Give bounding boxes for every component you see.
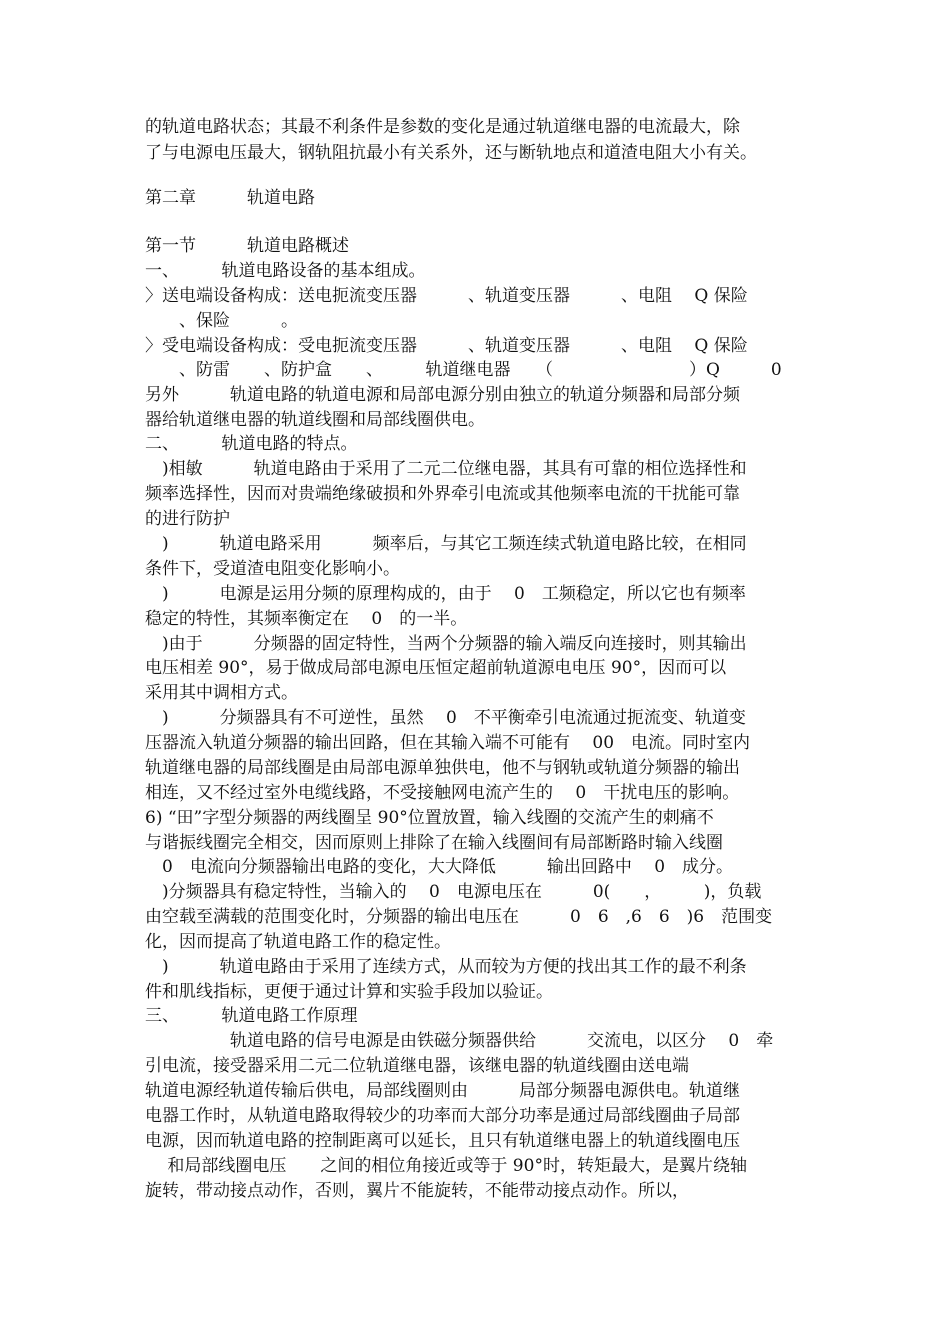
paragraph-line: 轨道电路的信号电源是由铁磁分频器供给 交流电，以区分 0 牵 <box>145 1031 774 1051</box>
paragraph-line: 的进行防护 <box>145 509 230 529</box>
subsection-heading: 二、 轨道电路的特点。 <box>145 434 358 454</box>
paragraph-line: 了与电源电压最大，钢轨阻抗最小有关系外，还与断轨地点和道渣电阻大小有关。 <box>145 143 757 163</box>
paragraph-line: )分频器具有稳定特性，当输入的 0 电源电压在 0( ， )，负载 <box>145 882 762 902</box>
paragraph-line: 轨道电源经轨道传输后供电，局部线圈则由 局部分频器电源供电。轨道继 <box>145 1081 740 1101</box>
subsection-heading: 三、 轨道电路工作原理 <box>145 1006 358 1026</box>
paragraph-line: 、保险 。 <box>145 311 298 331</box>
paragraph-line: )由于 分频器的固定特性，当两个分频器的输入端反向连接时，则其输出 <box>145 634 747 654</box>
paragraph-line: 相连，又不经过室外电缆线路，不受接触网电流产生的 0 干扰电压的影响。 <box>145 783 740 803</box>
paragraph-line: 电源，因而轨道电路的控制距离可以延长，且只有轨道继电器上的轨道线圈电压 <box>145 1131 740 1151</box>
paragraph-line: 另外 轨道电路的轨道电源和局部电源分别由独立的轨道分频器和局部分频 <box>145 385 740 405</box>
paragraph-line: 〉送电端设备构成：送电扼流变压器 、轨道变压器 、电阻 Q 保险 <box>145 286 748 306</box>
paragraph-line: 电压相差 90°，易于做成局部电源电压恒定超前轨道源电电压 90°，因而可以 <box>145 658 727 678</box>
paragraph-line: ) 轨道电路采用 频率后，与其它工频连续式轨道电路比较，在相同 <box>145 534 747 554</box>
paragraph-line: ) 轨道电路由于采用了连续方式，从而较为方便的找出其工作的最不利条 <box>145 957 747 977</box>
paragraph-line: 、防雷 、防护盒 、 轨道继电器 （ ）Q 0 <box>145 360 782 380</box>
paragraph-line: 引电流，接受器采用二元二位轨道继电器，该继电器的轨道线圈由送电端 <box>145 1056 689 1076</box>
paragraph-line: 0 电流向分频器输出电路的变化，大大降低 输出回路中 0 成分。 <box>145 857 734 877</box>
paragraph-line: )相敏 轨道电路由于采用了二元二位继电器，其具有可靠的相位选择性和 <box>145 459 747 479</box>
paragraph-line: 化，因而提高了轨道电路工作的稳定性。 <box>145 932 451 952</box>
paragraph-line: 轨道继电器的局部线圈是由局部电源单独供电，他不与钢轨或轨道分频器的输出 <box>145 758 740 778</box>
paragraph-line: 稳定的特性，其频率衡定在 0 的一半。 <box>145 609 468 629</box>
paragraph-line: 频率选择性，因而对贵端绝缘破损和外界牵引电流或其他频率电流的干扰能可靠 <box>145 484 740 504</box>
paragraph-line: 条件下，受道渣电阻变化影响小。 <box>145 559 400 579</box>
paragraph-line: 电器工作时，从轨道电路取得较少的功率而大部分功率是通过局部线圈曲子局部 <box>145 1106 740 1126</box>
paragraph-line: 件和肌线指标，更便于通过计算和实验手段加以验证。 <box>145 982 553 1002</box>
paragraph-line: 的轨道电路状态；其最不利条件是参数的变化是通过轨道继电器的电流最大，除 <box>145 117 740 137</box>
section-heading: 第一节 轨道电路概述 <box>145 236 349 256</box>
paragraph-line: 〉受电端设备构成：受电扼流变压器 、轨道变压器 、电阻 Q 保险 <box>145 336 748 356</box>
paragraph-line: 器给轨道继电器的轨道线圈和局部线圈供电。 <box>145 410 485 430</box>
subsection-heading: 一、 轨道电路设备的基本组成。 <box>145 261 426 281</box>
paragraph-line: 由空载至满载的范围变化时，分频器的输出电压在 0 6 ,6 6 )6 范围变 <box>145 907 773 927</box>
paragraph-line: ) 分频器具有不可逆性，虽然 0 不平衡牵引电流通过扼流变、轨道变 <box>145 708 746 728</box>
chapter-heading: 第二章 轨道电路 <box>145 188 315 208</box>
paragraph-line: 和局部线圈电压 之间的相位角接近或等于 90°时，转矩最大，是翼片绕轴 <box>145 1156 747 1176</box>
paragraph-line: ) 电源是运用分频的原理构成的，由于 0 工频稳定，所以它也有频率 <box>145 584 746 604</box>
paragraph-line: 6) “田”字型分频器的两线圈呈 90°位置放置，输入线圈的交流产生的刺痛不 <box>145 808 714 828</box>
paragraph-line: 与谐振线圈完全相交，因而原则上排除了在输入线圈间有局部断路时输入线圈 <box>145 833 723 853</box>
paragraph-line: 采用其中调相方式。 <box>145 683 298 703</box>
paragraph-line: 压器流入轨道分频器的输出回路，但在其输入端不可能有 00 电流。同时室内 <box>145 733 751 753</box>
paragraph-line: 旋转，带动接点动作，否则，翼片不能旋转，不能带动接点动作。所以， <box>145 1181 689 1201</box>
